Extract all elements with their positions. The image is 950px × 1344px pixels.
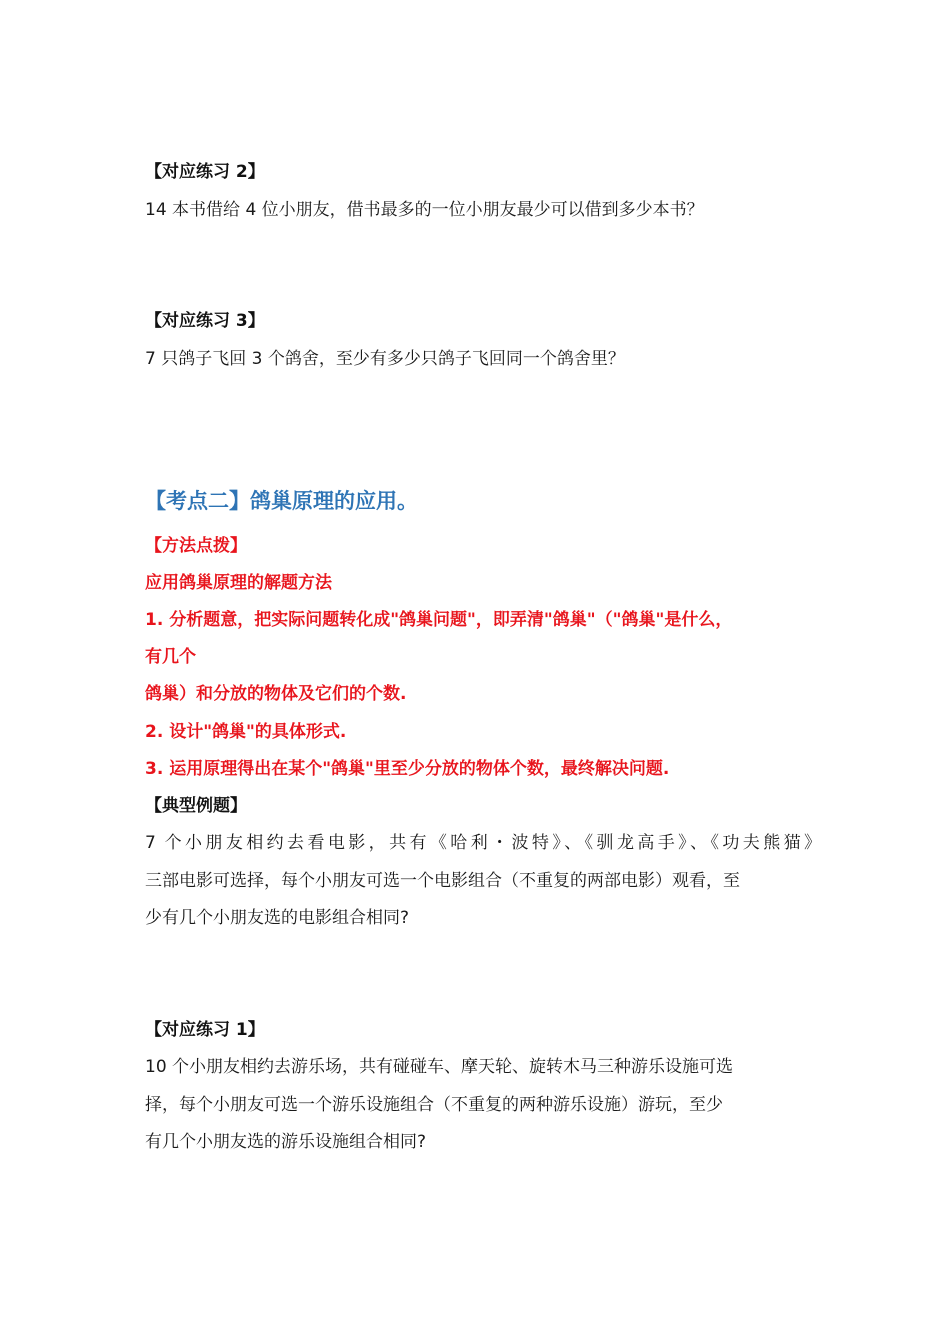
example-line1: 7 个小朋友相约去看电影，共有《哈利・波特》、《驯龙高手》、《功夫熊猫》 [145,833,821,853]
practice1-heading: 【对应练习 1】 [145,1020,265,1040]
practice2-heading: 【对应练习 2】 [145,162,265,182]
section2-title-bracket: 【考点二】 [145,489,250,513]
practice3-question: 7 只鸽子飞回 3 个鸽舍，至少有多少只鸽子飞回同一个鸽舍里？ [145,349,625,369]
practice2-question: 14 本书借给 4 位小朋友，借书最多的一位小朋友最少可以借到多少本书？ [145,200,704,220]
example-heading: 【典型例题】 [145,796,247,816]
example-line2: 三部电影可选择，每个小朋友可选一个电影组合（不重复的两部电影）观看，至 [145,871,740,891]
method-step1-line3: 鸽巢）和分放的物体及它们的个数. [145,684,407,704]
section2-title [145,487,418,515]
method-step1-line2: 有几个 [145,647,196,667]
method-heading: 【方法点拨】 [145,536,247,556]
method-subtitle: 应用鸽巢原理的解题方法 [145,573,332,593]
practice1-line2: 择，每个小朋友可选一个游乐设施组合（不重复的两种游乐设施）游玩，至少 [145,1095,723,1115]
method-step2: 2. 设计"鸽巢"的具体形式. [145,722,347,742]
method-step3: 3. 运用原理得出在某个"鸽巢"里至少分放的物体个数，最终解决问题. [145,759,670,779]
practice1-line3: 有几个小朋友选的游乐设施组合相同? [145,1132,427,1152]
section2-title-text: 鸽巢原理的应用。 [250,489,418,513]
example-line3: 少有几个小朋友选的电影组合相同? [145,908,410,928]
practice3-heading: 【对应练习 3】 [145,311,265,331]
method-step1-line1: 1. 分析题意，把实际问题转化成"鸽巢问题"，即弄清"鸽巢"（"鸽巢"是什么， [145,610,733,630]
practice1-line1: 10 个小朋友相约去游乐场，共有碰碰车、摩天轮、旋转木马三种游乐设施可选 [145,1057,734,1077]
